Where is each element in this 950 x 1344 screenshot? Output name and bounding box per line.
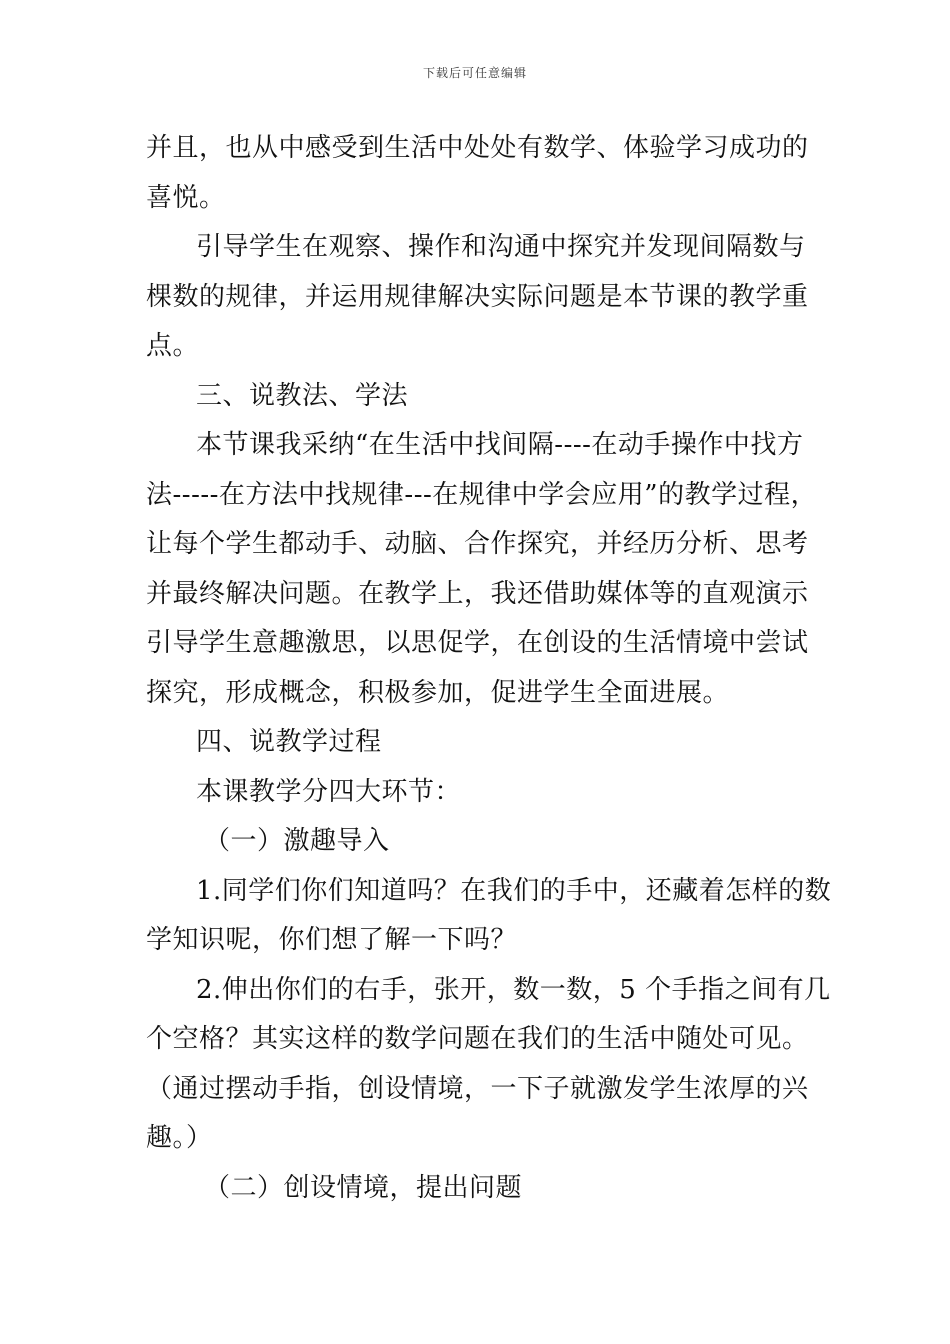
paragraph-line: 引导学生在观察、操作和沟通中探究并发现间隔数与 xyxy=(196,232,806,262)
paragraph-line: 学知识呢，你们想了解一下吗？ xyxy=(146,925,518,955)
paragraph-line: 喜悦。 xyxy=(146,182,226,213)
paragraph-line: 个空格？其实这样的数学问题在我们的生活中随处可见。 xyxy=(146,1024,809,1054)
subsection-heading: （二）创设情境，提出问题 xyxy=(204,1172,523,1203)
paragraph-line: 引导学生意趣激思，以思促学，在创设的生活情境中尝试 xyxy=(146,628,809,658)
paragraph-line: 棵数的规律，并运用规律解决实际问题是本节课的教学重 xyxy=(146,281,809,312)
paragraph-line: 探究，形成概念，积极参加，促进学生全面进展。 xyxy=(146,677,730,708)
paragraph-line: 本节课我采纳“在生活中找间隔----在动手操作中找方 xyxy=(196,430,804,460)
page-header: 下载后可任意编辑 xyxy=(422,66,527,80)
paragraph-line: 趣。） xyxy=(146,1123,213,1153)
paragraph-line: 2.伸出你们的右手，张开，数一数，5 个手指之间有几 xyxy=(196,974,831,1005)
paragraph-line: （通过摆动手指，创设情境，一下子就激发学生浓厚的兴 xyxy=(146,1073,809,1104)
paragraph-line: 并最终解决问题。在教学上，我还借助媒体等的直观演示 xyxy=(146,578,809,609)
section-heading: 四、说教学过程 xyxy=(196,727,382,757)
paragraph-line: 点。 xyxy=(146,331,200,361)
paragraph-line: 1.同学们你们知道吗？在我们的手中，还藏着怎样的数 xyxy=(196,875,832,906)
document-body xyxy=(146,124,832,1213)
paragraph-line: 并且，也从中感受到生活中处处有数学、体验学习成功的 xyxy=(146,133,809,163)
section-heading: 三、说教法、学法 xyxy=(196,380,409,411)
paragraph-line: 法-----在方法中找规律---在规律中学会应用”的教学过程， xyxy=(146,479,818,510)
subsection-heading: （一）激趣导入 xyxy=(204,826,390,856)
paragraph-line: 让每个学生都动手、动脑、合作探究，并经历分析、思考 xyxy=(146,529,809,559)
paragraph-line: 本课教学分四大环节： xyxy=(196,776,462,807)
